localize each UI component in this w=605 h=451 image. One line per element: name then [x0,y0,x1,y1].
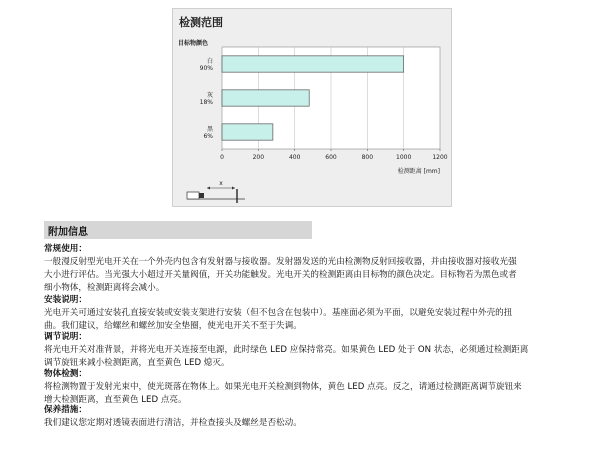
category-percent: 18% [199,99,213,106]
sensor-lens [199,193,204,198]
category-label: 白 [206,58,213,65]
section-adjustment [44,331,597,370]
x-axis-label: 检测距离 [mm] [397,168,440,175]
category-percent: 90% [199,65,213,72]
section-title: 常规使用： [44,244,87,254]
section-body: 一般漫反射型光电开关在一个外壳内包含有发射器与接收器。发射器发送的光由检测物反射回接收器，并由接收器对接收光强 大小进行评估。当光强大小超过开关量阀值，开关功能触发。光电开关的检测距离由目标物的颜色决定。目标物若为黑色或者 细小物体，检测距离将会减小。 [44,257,517,293]
x-tick-label: 1000 [396,154,412,161]
section-title: 安装说明： [44,295,87,305]
sensor-body [187,192,199,199]
bar-0 [222,56,404,72]
section-title: 调节说明： [44,332,87,342]
y-axis-title: 目标物颜色 [178,40,209,47]
category-label: 灰 [206,92,213,99]
detection-range-chart [173,9,453,208]
category-label: 黑 [206,126,213,133]
bar-2 [222,124,273,140]
detection-range-panel [172,8,452,207]
section-object-detection [44,368,597,407]
bar-1 [222,90,309,106]
section-maintenance [44,404,597,430]
chart-title: 检测范围 [179,16,223,29]
x-tick-label: 600 [325,154,337,161]
info-header-title: 附加信息 [48,227,88,238]
info-header-bar [44,221,312,239]
section-general-use [44,243,597,295]
section-installation [44,294,597,333]
section-body: 将光电开关对准背景，并将光电开关连接至电源，此时绿色 LED 应保持常亮。如果黄色 LED 处于 ON 状态，必须通过检测距离 调节旋钮来减小检测距离，直至黄色 LED 熄灭。 [44,345,529,368]
x-tick-label: 0 [220,154,224,161]
section-body: 将检测物置于发射光束中，使光斑落在物体上。如果光电开关检测到物体，黄色 LED 点亮。反之，请通过检测距离调节旋钮来 增大检测距离，直至黄色 LED 点亮。 [44,382,522,405]
section-body: 我们建议您定期对透镜表面进行清洁，并检查接头及螺丝是否松动。 [44,418,302,428]
x-tick-label: 800 [361,154,374,161]
x-tick-label: 1200 [432,154,448,161]
section-title: 物体检测： [44,369,87,379]
section-body: 光电开关可通过安装孔直接安装或安装支架进行安装（但不包含在包装中）。基座面必须为平面，以避免安装过程中外壳的扭 曲。我们建议，给螺丝和螺丝加安全垫圈，使光电开关不至于失调。 [44,308,513,331]
x-tick-label: 400 [288,154,301,161]
x-tick-label: 200 [252,154,265,161]
category-percent: 6% [203,133,213,140]
section-title: 保养措施： [44,405,87,415]
distance-x-label: x [219,180,223,187]
